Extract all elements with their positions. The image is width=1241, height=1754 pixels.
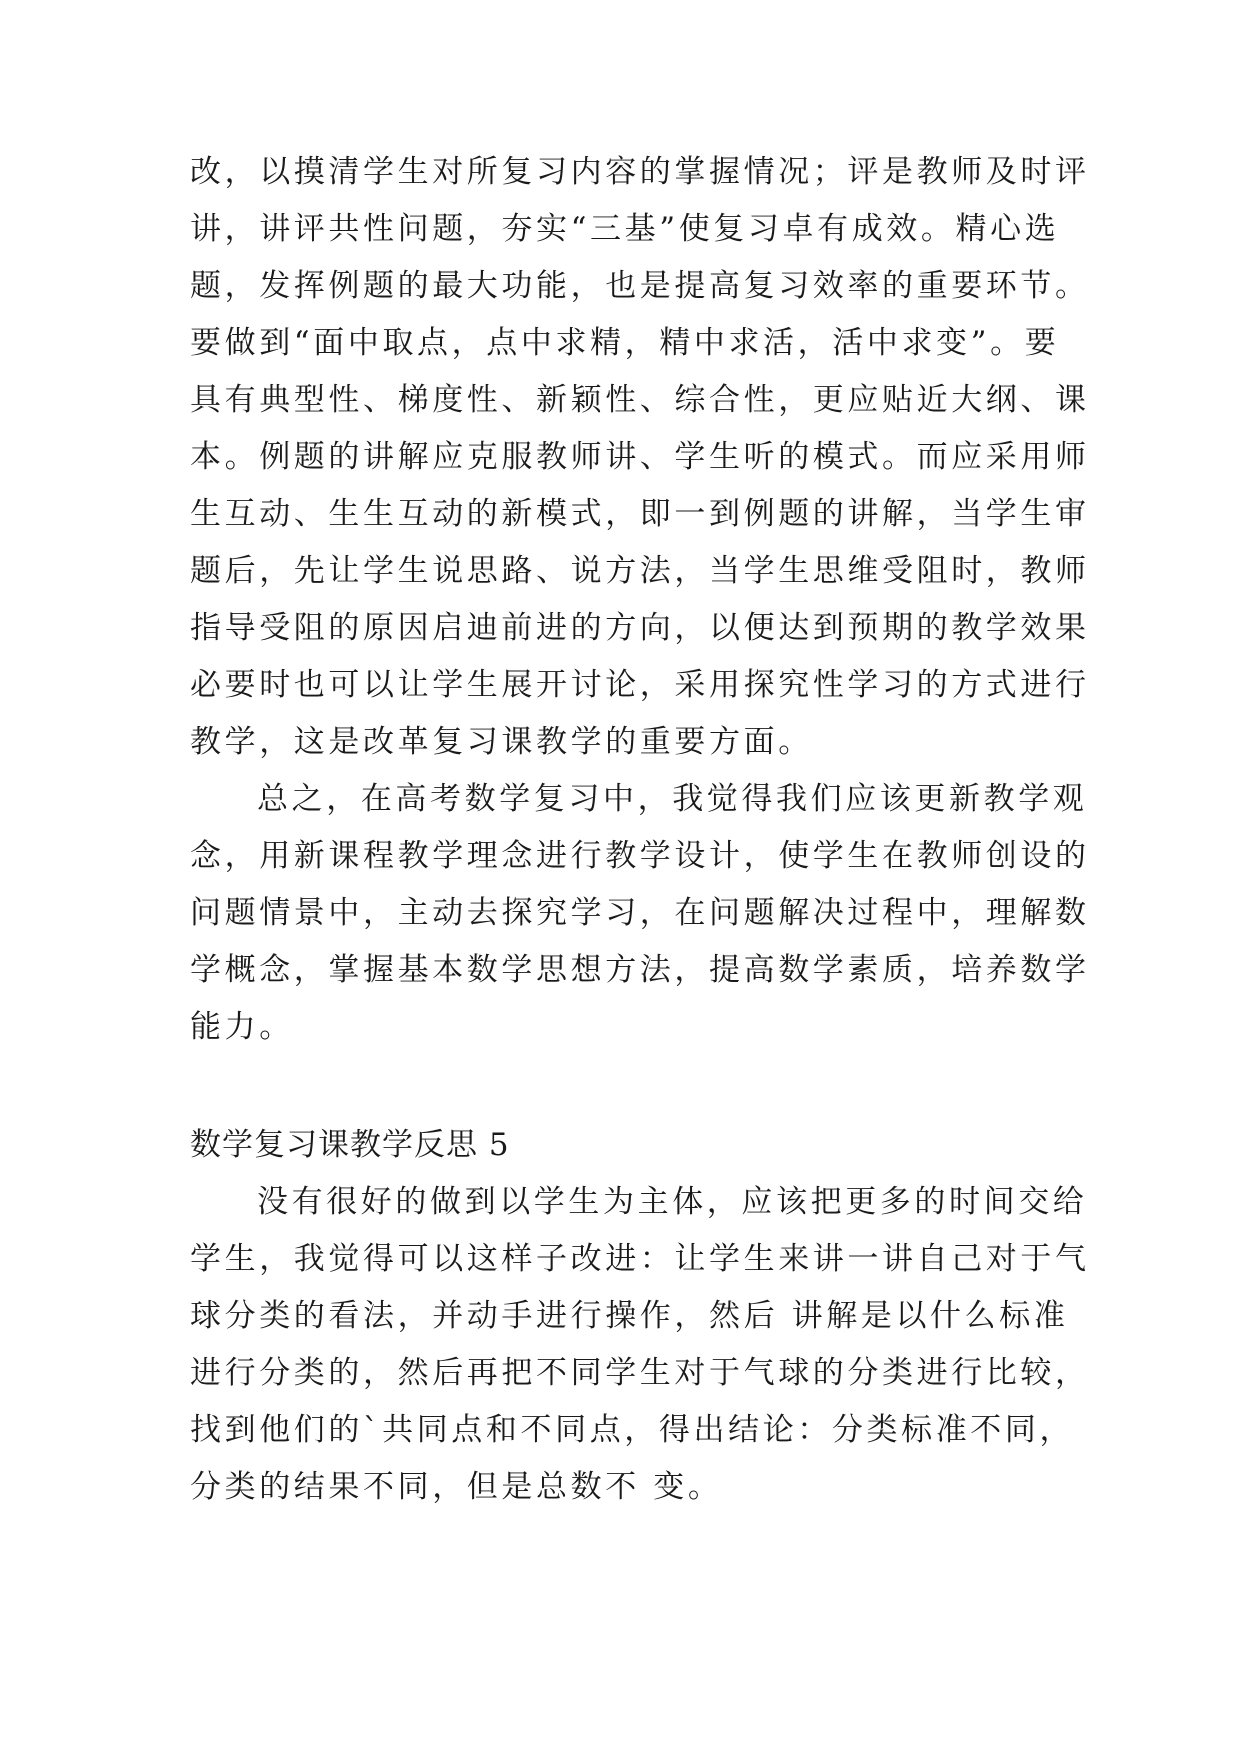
text-line: 生互动、生生互动的新模式，即一到例题的讲解，当学生审: [190, 496, 1090, 532]
text-line: 没有很好的做到以学生为主体，应该把更多的时间交给: [257, 1184, 1088, 1220]
text-line: 念，用新课程教学理念进行教学设计，使学生在教师创设的: [190, 838, 1090, 874]
text-line: 球分类的看法，并动手进行操作，然后 讲解是以什么标准: [190, 1298, 1069, 1334]
text-line: 具有典型性、梯度性、新颖性、综合性，更应贴近大纲、课: [190, 382, 1090, 418]
text-line: 找到他们的`共同点和不同点，得出结论：分类标准不同，: [190, 1412, 1075, 1448]
text-line: 总之，在高考数学复习中，我觉得我们应该更新教学观: [257, 781, 1088, 817]
text-line: 本。例题的讲解应克服教师讲、学生听的模式。而应采用师: [190, 439, 1090, 475]
text-line: 学生，我觉得可以这样子改进：让学生来讲一讲自己对于气: [190, 1241, 1090, 1277]
text-line: 题，发挥例题的最大功能，也是提高复习效率的重要环节。: [190, 268, 1090, 304]
text-line: 要做到“面中取点，点中求精，精中求活，活中求变”。要: [190, 325, 1060, 361]
text-line: 问题情景中，主动去探究学习，在问题解决过程中，理解数: [190, 895, 1090, 931]
text-line: 学概念，掌握基本数学思想方法，提高数学素质，培养数学: [190, 952, 1090, 988]
section-heading: 数学复习课教学反思 5: [190, 1127, 510, 1163]
text-line: 必要时也可以让学生展开讨论，采用探究性学习的方式进行: [190, 667, 1090, 703]
text-line: 教学，这是改革复习课教学的重要方面。: [190, 724, 813, 760]
text-line: 讲，讲评共性问题，夯实“三基”使复习卓有成效。精心选: [190, 211, 1060, 247]
text-line: 分类的结果不同，但是总数不 变。: [190, 1469, 723, 1505]
text-line: 指导受阻的原因启迪前进的方向，以便达到预期的教学效果: [190, 610, 1090, 646]
text-line: 能力。: [190, 1009, 294, 1045]
text-line: 题后，先让学生说思路、说方法，当学生思维受阻时，教师: [190, 553, 1090, 589]
text-line: 进行分类的，然后再把不同学生对于气球的分类进行比较，: [190, 1355, 1090, 1391]
text-line: 改，以摸清学生对所复习内容的掌握情况；评是教师及时评: [190, 154, 1090, 190]
